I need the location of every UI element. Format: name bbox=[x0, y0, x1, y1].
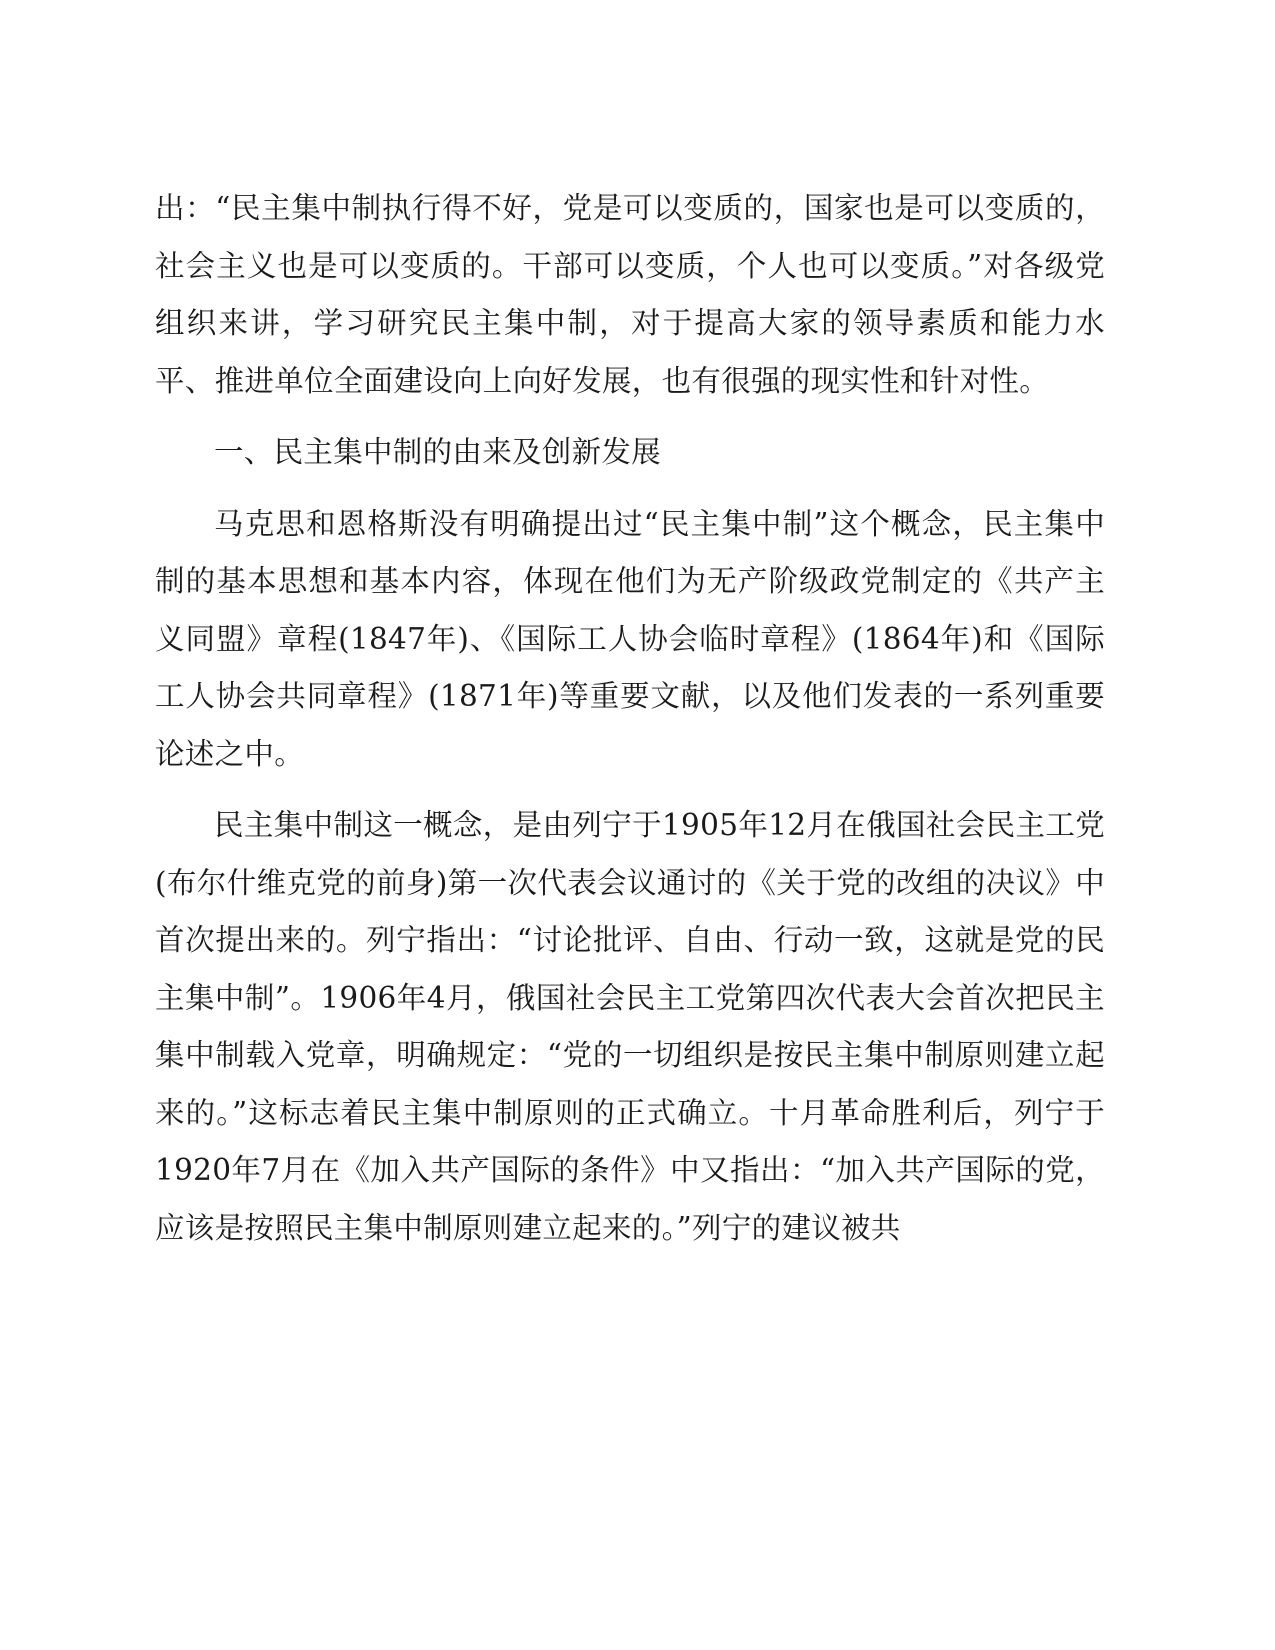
paragraph-marx-engels: 马克思和恩格斯没有明确提出过“民主集中制”这个概念，民主集中制的基本思想和基本内容，体现在他们为无产阶级政党制定的《共产主义同盟》章程(1847年)、《国际工人协会临时章程》(1864年)和《国际工人协会共同章程》(1871年)等重要文献，以及他们发表的一系列重要论述之中。 bbox=[155, 506, 1105, 771]
document-body bbox=[155, 180, 1105, 1257]
paragraph-lenin: 民主集中制这一概念，是由列宁于1905年12月在俄国社会民主工党(布尔什维克党的前身)第一次代表会议通讨的《关于党的改组的决议》中首次提出来的。列宁指出：“讨论批评、自由、行动一致，这就是党的民主集中制”。1906年4月，俄国社会民主工党第四次代表大会首次把民主集中制载入党章，明确规定：“党的一切组织是按民主集中制原则建立起来的。”这标志着民主集中制原则的正式确立。十月革命胜利后，列宁于1920年7月在《加入共产国际的条件》中又指出：“加入共产国际的党，应该是按照民主集中制原则建立起来的。”列宁的建议被共 bbox=[155, 808, 1105, 1245]
paragraph-continuation: 出：“民主集中制执行得不好，党是可以变质的，国家也是可以变质的，社会主义也是可以变质的。干部可以变质，个人也可以变质。”对各级党组织来讲，学习研究民主集中制，对于提高大家的领导素质和能力水平、推进单位全面建设向上向好发展，也有很强的现实性和针对性。 bbox=[155, 191, 1105, 398]
section-heading: 一、民主集中制的由来及创新发展 bbox=[214, 435, 662, 469]
